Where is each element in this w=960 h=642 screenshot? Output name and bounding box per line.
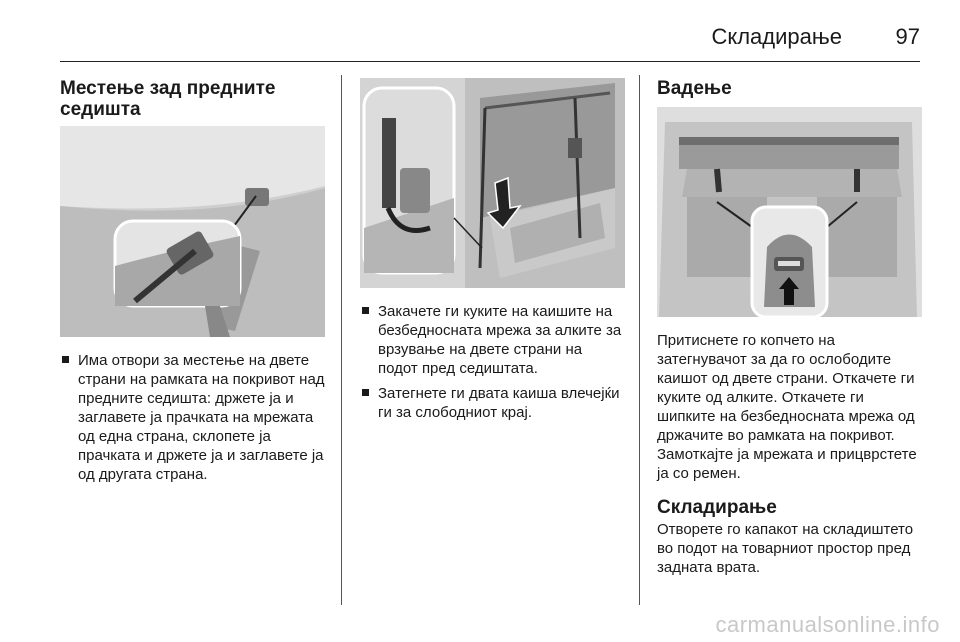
mounting-instructions-list: [60, 351, 325, 484]
list-item: Има отвори за местење на двете страни на рамката на покривот над предните седишта: држете ја и заглавете ја прачката на мрежата од една страна, склопете ја прачката и држете ја и заглавете ја од другата страна.: [60, 351, 325, 484]
page-header: [60, 12, 920, 62]
removal-instructions: Притиснете го копчето на затегнувачот за да го ослободите каишот од двете страни. Откачете ги куките од алките. Откачете ги шипките на безбедносната мрежа од држачите во рамката на покривот. Замоткајте ја мрежата и прицврстете ја со ремен.: [657, 332, 917, 482]
site-watermark: carmanualsonline.info: [715, 612, 940, 637]
list-item: Закачете ги куките на каишите на безбедносната мрежа за алките за врзување на двете страни на подот пред седиштата.: [360, 302, 625, 378]
column-divider-1: [341, 75, 342, 605]
section-heading-mounting: Местење зад предните седишта: [60, 78, 276, 120]
section-heading-removal: Вадење: [657, 78, 732, 99]
column-1: [60, 78, 325, 490]
figure-net-straps: [360, 78, 625, 288]
column-3: [657, 78, 922, 577]
column-2: [360, 78, 625, 428]
section-heading-storage: Складирање: [657, 497, 777, 518]
chapter-title: Складирање: [711, 24, 842, 49]
storage-instructions: Отворете го капакот на складиштето во подот на товарниот простор пред задната врата.: [657, 521, 914, 576]
strap-instructions-list: [360, 302, 625, 422]
page-number: 97: [895, 24, 920, 49]
column-divider-2: [639, 75, 640, 605]
figure-roof-mount: [60, 126, 325, 337]
list-item: Затегнете ги двата каиша влечејќи ги за слободниот крај.: [360, 384, 625, 422]
figure-removal: [657, 107, 922, 317]
